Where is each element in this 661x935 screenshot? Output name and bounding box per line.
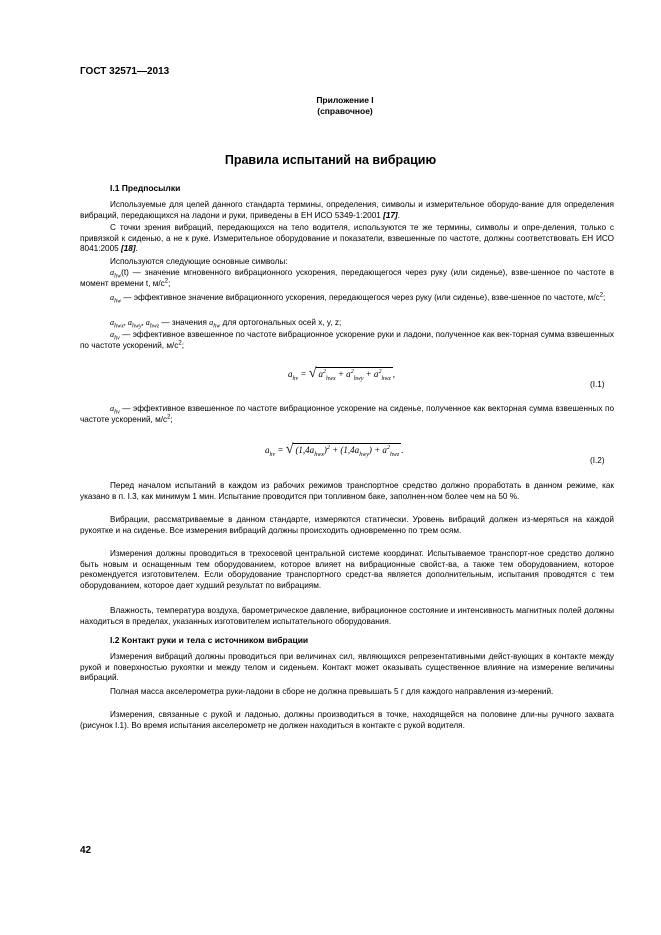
section-heading-2: I.2 Контакт руки и тела с источником вибрации	[110, 635, 309, 645]
symbol-definition: $a_{hw}$ — эффективное значение вибрационного ускорения, передающегося через руку (или сиденье), взве-шенное по частоте, $м/с^2$;	[110, 292, 606, 305]
annex-label	[200, 95, 490, 117]
paragraph: Влажность, температура воздуха, барометрическое давление, вибрационное состояние и интенсивность магнитных полей должны находиться в пределах, указанных изготовителем испытательного оборудования.	[80, 606, 614, 626]
symbol-definition: $a_{hv}$ — эффективное взвешенное по частоте вибрационное ускорение руки и ладони, полученное как век-торная сумма взвешенных по частоте ускорений, $м/с^2$;	[80, 330, 614, 350]
symbol-definition: $a_{hwx}$, $a_{hwy}$, $a_{hwz}$ — значения $a_{hw}$ для ортогональных осей x, y, z;	[110, 318, 342, 330]
paragraph: Перед началом испытаний в каждом из рабочих режимов транспортное средство должно проработать в данном режиме, как указано в п. I.3, как минимум 1 мин. Испытание проводится при топливном баке, заполнен-ном более чем на 50 %.	[80, 481, 614, 501]
equation-2: $a_{hv}$ = √ $(1,4a_{hwx})^2 + (1,4a_{hwy}) + a^2_{hwz}$ .	[265, 442, 404, 458]
paragraph: Измерения вибраций должны проводиться при величинах сил, являющихся репрезентативными дейст-вующих в контакте между рукой и поверхностью рукоятки и между телом и сиденьем. Контакт может оказывать существенное влияние на измерение величины вибраций.	[80, 652, 614, 683]
paragraph: Вибрации, рассматриваемые в данном стандарте, измеряются статически. Уровень вибраций должен из-меряться на каждой рукоятке и на сиденье. Все измерения вибраций должны происходить одновременно по трем осям.	[80, 515, 614, 535]
reference: [18]	[120, 244, 136, 254]
section-heading-1: I.1 Предпосылки	[110, 183, 181, 193]
annex-title: Правила испытаний на вибрацию	[224, 153, 437, 167]
paragraph: Измерения, связанные с рукой и ладонью, должны производиться в точке, находящейся на половине дли-ны ручного захвата (рисунок I.1). Во время испытания акселерометр не должен находиться в контакте с рукой водителя.	[80, 710, 614, 730]
reference: [17]	[383, 210, 398, 220]
paragraph: Используются следующие основные символы:	[110, 257, 288, 266]
page-number: 42	[80, 845, 92, 856]
annex-type: (справочное)	[317, 106, 373, 116]
symbol-definition: $a_{hw}(t)$ — значение мгновенного вибрационного ускорения, передающегося через руку (или сиденье), взве-шенное по частоте в момент времени t, $м/с^2$;	[80, 268, 614, 288]
equation-1: $a_{hv}$ = √ $a^2_{hwx} + a^2_{hwy} + a^2_{hwz}$ ,	[288, 366, 396, 382]
paragraph: С точки зрения вибраций, передающихся на тело водителя, используются те же термины, символы и опре-деления, только с привязкой к сиденью, а не к руке. Измерительное оборудование и показатели, взвешенные по частоте, должны соответствовать ЕН ИСО 8041:2005 [18].	[80, 223, 614, 254]
paragraph: Полная масса акселерометра руки-ладони в сборе не должна превышать 5 г для каждого направления из-мерений.	[110, 687, 554, 696]
annex-number: Приложение I	[316, 95, 374, 105]
symbol-definition: $a_{hv}$ — эффективное взвешенное по частоте вибрационное ускорение на сиденье, полученное как векторная сумма взвешенных по частоте ускорений, $м/с^2$;	[80, 404, 614, 424]
equation-number: (I.2)	[590, 456, 605, 465]
paragraph: Измерения должны проводиться в трехосевой центральной системе координат. Испытываемое транспорт-ное средство должно быть новым и оснащенным тем оборудованием, которое влияет на вибрационные свойст-ва, а также тем оборудованием, которое рекомендуется изготовителем. Если оборудование транспортного средст-ва является дополнительным, испытания проводятся с тем оборудованием, которое дает худший результат по вибрациям.	[80, 549, 614, 590]
equation-number: (I.1)	[590, 380, 605, 389]
paragraph: Используемые для целей данного стандарта термины, определения, символы и измерительное оборудо-вание для определения вибраций, передающихся на ладони и руки, приведены в ЕН ИСО 5349-1:2001 [17].	[80, 200, 614, 220]
document-header: ГОСТ 32571—2013	[80, 66, 170, 77]
